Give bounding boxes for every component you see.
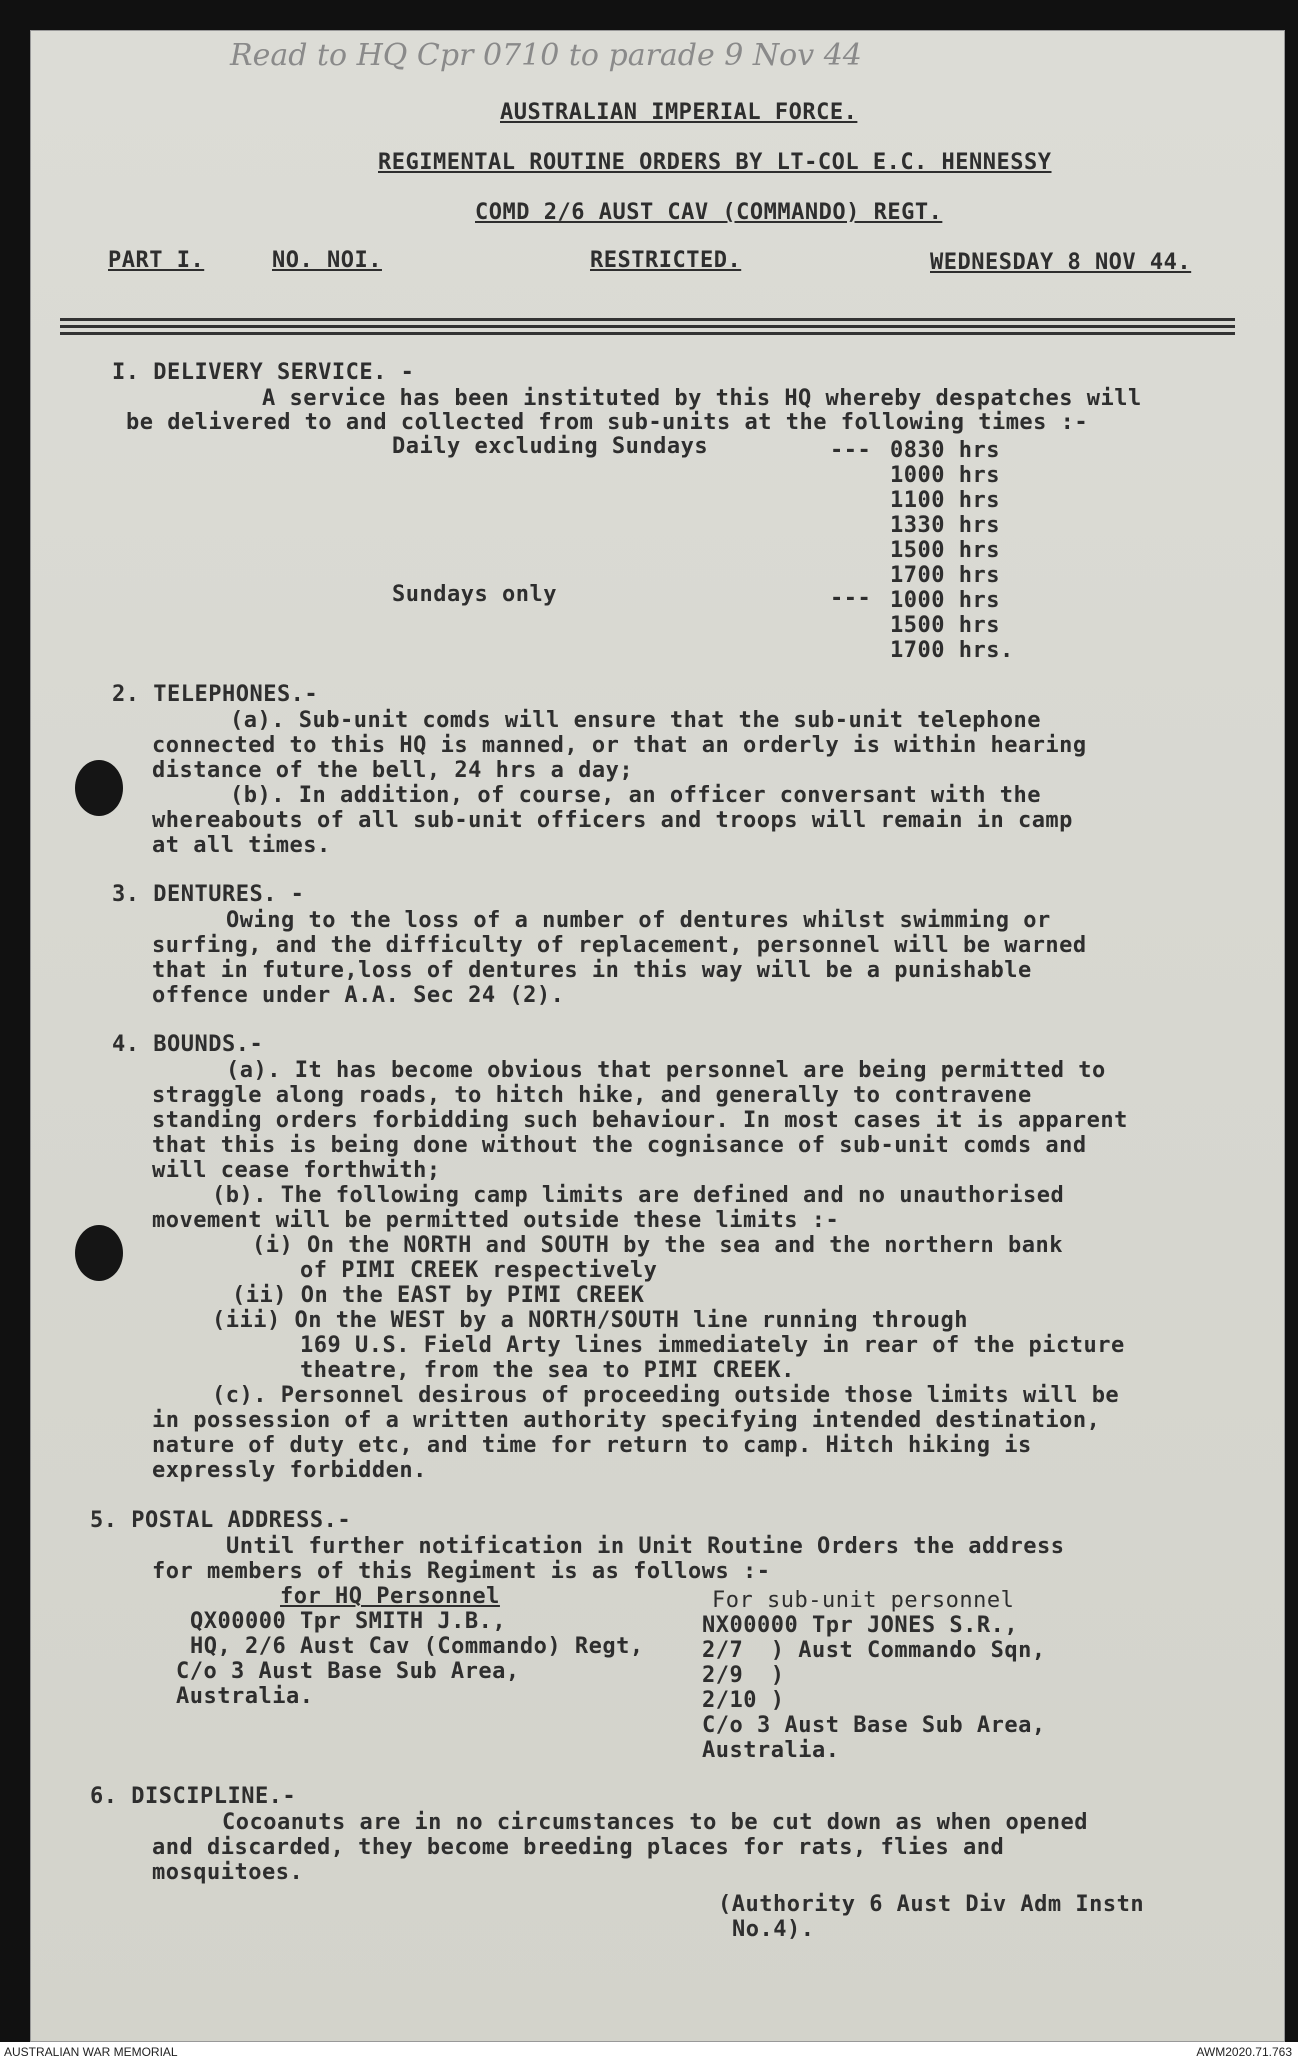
daily-time: 1700 hrs (890, 563, 1000, 588)
footer-reference: AWM2020.71.763 (1196, 2045, 1292, 2059)
s6-line: and discarded, they become breeding places for rats, flies and (152, 1835, 1005, 1860)
sub-unit-address-line: 2/7 ) Aust Commando Sqn, (702, 1638, 1046, 1663)
s3-line: that in future,loss of dentures in this way will be a punishable (152, 958, 1032, 983)
s2-line: (b). In addition, of course, an officer conversant with the (230, 783, 1041, 808)
s4-line: (iii) On the WEST by a NORTH/SOUTH line running through (212, 1308, 968, 1333)
s1-para-line: A service has been instituted by this HQ whereby despatches will (262, 386, 1142, 411)
s4-line: will cease forthwith; (152, 1158, 441, 1183)
s4-line: that this is being done without the cognisance of sub-unit comds and (152, 1133, 1087, 1158)
daily-time: 1000 hrs (890, 463, 1000, 488)
header-rule-1 (60, 318, 1235, 321)
header-rule-2 (60, 325, 1235, 328)
s4-line: straggle along roads, to hitch hike, and generally to contravene (152, 1083, 1032, 1108)
s4-line: standing orders forbidding such behaviour. In most cases it is apparent (152, 1108, 1128, 1133)
s4-line: theatre, from the sea to PIMI CREEK. (300, 1358, 795, 1383)
s5-line: Until further notification in Unit Routine Orders the address (226, 1534, 1065, 1559)
sunday-time: 1700 hrs. (890, 638, 1014, 663)
s3-heading: 3. DENTURES. - (112, 882, 305, 907)
sunday-dash: --- (830, 586, 872, 611)
s4-line: (ii) On the EAST by PIMI CREEK (232, 1283, 645, 1308)
authority-line: (Authority 6 Aust Div Adm Instn (718, 1892, 1145, 1917)
sub-unit-address-line: 2/9 ) (702, 1663, 785, 1688)
daily-time: 0830 hrs (890, 438, 1000, 463)
daily-label: Daily excluding Sundays (392, 434, 709, 459)
s5-heading: 5. POSTAL ADDRESS.- (90, 1508, 352, 1533)
s3-line: Owing to the loss of a number of dentures whilst swimming or (226, 908, 1051, 933)
daily-time: 1500 hrs (890, 538, 1000, 563)
header-rule-3 (60, 332, 1235, 335)
daily-time: 1100 hrs (890, 488, 1000, 513)
hq-address-line: Australia. (176, 1684, 314, 1709)
authority-line: No.4). (732, 1917, 815, 1942)
s1-heading: I. DELIVERY SERVICE. - (112, 360, 415, 385)
sub-unit-address-line: C/o 3 Aust Base Sub Area, (702, 1713, 1046, 1738)
footer-source: AUSTRALIAN WAR MEMORIAL (4, 2045, 178, 2059)
part-label: PART I. (108, 248, 205, 273)
order-number: NO. NOI. (272, 248, 382, 273)
s4-line: (i) On the NORTH and SOUTH by the sea and the northern bank (252, 1233, 1063, 1258)
daily-dash: --- (830, 438, 872, 463)
s6-line: Cocoanuts are in no circumstances to be cut down as when opened (222, 1810, 1088, 1835)
header-line-3: COMD 2/6 AUST CAV (COMMANDO) REGT. (475, 200, 943, 225)
classification: RESTRICTED. (590, 248, 742, 273)
hq-address-line: QX00000 Tpr SMITH J.B., (190, 1609, 507, 1634)
s2-line: (a). Sub-unit comds will ensure that the sub-unit telephone (230, 708, 1041, 733)
s2-heading: 2. TELEPHONES.- (112, 682, 319, 707)
s4-line: 169 U.S. Field Arty lines immediately in rear of the picture (300, 1333, 1125, 1358)
order-date: WEDNESDAY 8 NOV 44. (930, 250, 1192, 275)
s4-heading: 4. BOUNDS.- (112, 1032, 264, 1057)
s6-line: mosquitoes. (152, 1860, 304, 1885)
s4-line: movement will be permitted outside these limits :- (152, 1208, 840, 1233)
s4-line: (a). It has become obvious that personnel are being permitted to (226, 1058, 1106, 1083)
s4-line: expressly forbidden. (152, 1458, 427, 1483)
s4-line: nature of duty etc, and time for return to camp. Hitch hiking is (152, 1433, 1032, 1458)
hq-address-line: HQ, 2/6 Aust Cav (Commando) Regt, (190, 1634, 644, 1659)
header-line-2: REGIMENTAL ROUTINE ORDERS BY LT-COL E.C. HENNESSY (378, 150, 1052, 175)
s2-line: distance of the bell, 24 hrs a day; (152, 758, 634, 783)
sunday-label: Sundays only (392, 582, 557, 607)
hq-address-line: C/o 3 Aust Base Sub Area, (176, 1659, 520, 1684)
s2-line: whereabouts of all sub-unit officers and troops will remain in camp (152, 808, 1073, 833)
sub-unit-address-title: For sub-unit personnel (712, 1588, 1015, 1613)
s6-heading: 6. DISCIPLINE.- (90, 1784, 297, 1809)
s4-line: of PIMI CREEK respectively (300, 1258, 658, 1283)
punch-hole-top (75, 760, 123, 816)
footer-bar (0, 2042, 1298, 2061)
s5-line: for members of this Regiment is as follows :- (152, 1559, 771, 1584)
s4-line: (b). The following camp limits are defined and no unauthorised (212, 1183, 1065, 1208)
sunday-time: 1500 hrs (890, 613, 1000, 638)
sub-unit-address-line: Australia. (702, 1738, 840, 1763)
punch-hole-bottom (75, 1225, 123, 1281)
s3-line: surfing, and the difficulty of replacement, personnel will be warned (152, 933, 1087, 958)
handwritten-annotation: Read to HQ Cpr 0710 to parade 9 Nov 44 (230, 38, 862, 73)
hq-address-title: for HQ Personnel (280, 1584, 500, 1609)
header-line-1: AUSTRALIAN IMPERIAL FORCE. (500, 100, 858, 125)
s2-line: connected to this HQ is manned, or that an orderly is within hearing (152, 733, 1087, 758)
daily-time: 1330 hrs (890, 513, 1000, 538)
s1-para-line: be delivered to and collected from sub-units at the following times :- (126, 410, 1089, 435)
sub-unit-address-line: NX00000 Tpr JONES S.R., (702, 1613, 1019, 1638)
s3-line: offence under A.A. Sec 24 (2). (152, 983, 565, 1008)
sunday-time: 1000 hrs (890, 588, 1000, 613)
s4-line: (c). Personnel desirous of proceeding outside those limits will be (212, 1383, 1120, 1408)
sub-unit-address-line: 2/10 ) (702, 1688, 785, 1713)
s2-line: at all times. (152, 833, 331, 858)
s4-line: in possession of a written authority specifying intended destination, (152, 1408, 1101, 1433)
